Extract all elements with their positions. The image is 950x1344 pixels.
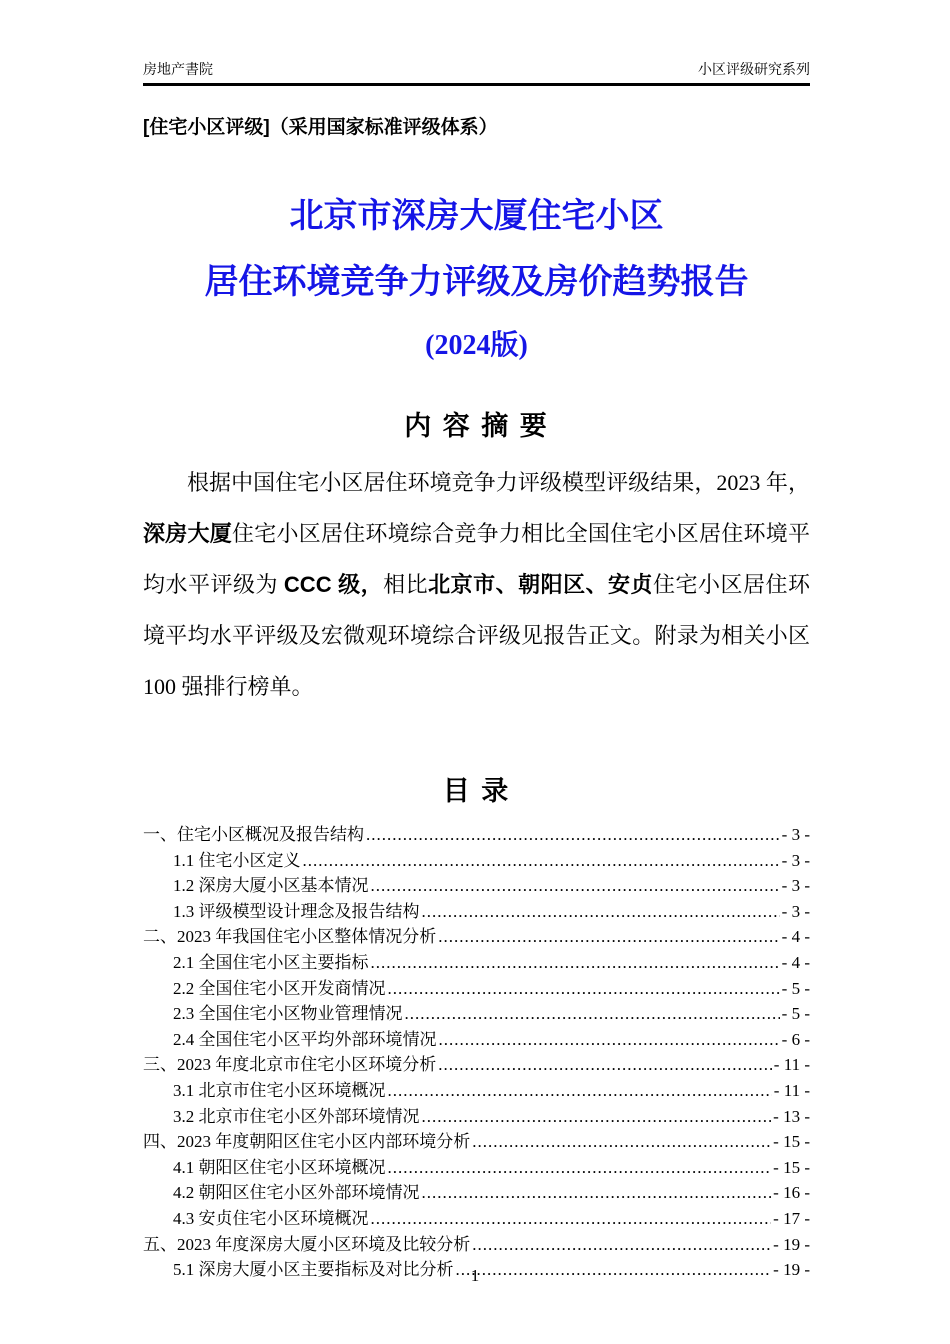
toc-entry[interactable] [143, 1180, 810, 1206]
summary-segment: 深房大厦 [143, 521, 232, 546]
toc-dotted-leader [472, 1129, 771, 1155]
toc-entry[interactable] [143, 1129, 810, 1155]
toc-entry-label: 四、2023 年度朝阳区住宅小区内部环境分析 [143, 1132, 471, 1152]
toc-entry-page: - 19 - [773, 1260, 810, 1280]
toc-entry-label: 2.3 全国住宅小区物业管理情况 [173, 1004, 403, 1024]
toc-entry-page: - 3 - [781, 876, 810, 896]
toc-dotted-leader [472, 1232, 771, 1258]
toc-entry-page: - 5 - [781, 978, 810, 998]
report-title [143, 183, 810, 377]
summary-segment: 根据中国住宅小区居住环境竞争力评级模型评级结果，2023 年， [187, 470, 810, 495]
toc-entry[interactable] [143, 1232, 810, 1258]
toc-dotted-leader [422, 899, 780, 925]
toc-entry[interactable] [143, 1027, 810, 1053]
toc-list [143, 822, 810, 1283]
toc-entry-label: 2.4 全国住宅小区平均外部环境情况 [173, 1029, 437, 1049]
toc-entry[interactable] [143, 1001, 810, 1027]
toc-heading: 目 录 [442, 776, 511, 806]
report-title-line-1: 北京市深房大厦住宅小区 [289, 197, 664, 235]
toc-entry-label: 一、住宅小区概况及报告结构 [143, 825, 364, 844]
toc-entry-page: - 17 - [773, 1208, 810, 1228]
toc-entry-label: 4.3 安贞住宅小区环境概况 [173, 1208, 369, 1228]
toc-entry-page: - 5 - [781, 1004, 810, 1024]
toc-entry-label: 5.1 深房大厦小区主要指标及对比分析 [173, 1260, 454, 1280]
toc-entry-page: - 4 - [781, 952, 810, 972]
toc-entry-label: 2.1 全国住宅小区主要指标 [173, 952, 369, 972]
toc-entry-page: - 3 - [781, 850, 810, 870]
toc-dotted-leader [405, 1001, 780, 1027]
toc-entry-page: - 15 - [773, 1132, 810, 1152]
toc-entry-page: - 16 - [773, 1183, 810, 1203]
toc-entry[interactable] [143, 1155, 810, 1181]
toc-entry-label: 1.3 评级模型设计理念及报告结构 [173, 901, 420, 921]
summary-heading: 内 容 摘 要 [404, 411, 549, 441]
toc-entry[interactable] [143, 873, 810, 899]
toc-entry-page: - 11 - [773, 1055, 810, 1075]
toc-entry[interactable] [143, 1206, 810, 1232]
toc-dotted-leader [388, 1155, 772, 1181]
toc-dotted-leader [422, 1104, 772, 1130]
toc-entry-label: 1.1 住宅小区定义 [173, 850, 301, 870]
page-header [143, 0, 810, 78]
toc-entry[interactable] [143, 1078, 810, 1104]
toc-entry-page: - 13 - [773, 1106, 810, 1126]
header-rule [143, 83, 810, 86]
toc-entry-label: 3.2 北京市住宅小区外部环境情况 [173, 1106, 420, 1126]
header-right-text: 小区评级研究系列 [698, 61, 810, 77]
summary-segment: 住宅小区居住环境综合竞争力相比全国住宅小区居住环境平均水平评级为 [143, 521, 810, 597]
toc-entry-label: 五、2023 年度深房大厦小区环境及比较分析 [143, 1234, 471, 1254]
toc-entry-label: 2.2 全国住宅小区开发商情况 [173, 978, 386, 998]
summary-segment: CCC 级， [283, 572, 384, 597]
summary-paragraph [143, 457, 810, 712]
toc-dotted-leader [388, 1078, 772, 1104]
toc-entry-page: - 3 - [781, 901, 810, 921]
toc-entry-page: - 19 - [773, 1234, 810, 1254]
toc-entry-page: - 6 - [781, 1029, 810, 1049]
toc-entry[interactable] [143, 1104, 810, 1130]
toc-dotted-leader [439, 1027, 780, 1053]
toc-entry-label: 4.1 朝阳区住宅小区环境概况 [173, 1157, 386, 1177]
toc-entry-label: 二、2023 年我国住宅小区整体情况分析 [143, 927, 437, 947]
toc-dotted-leader [388, 976, 780, 1002]
toc-entry[interactable] [143, 822, 810, 848]
toc-entry-label: 1.2 深房大厦小区基本情况 [173, 876, 369, 896]
toc-entry-label: 4.2 朝阳区住宅小区外部环境情况 [173, 1183, 420, 1203]
toc-entry[interactable] [143, 1052, 810, 1078]
toc-entry-label: 三、2023 年度北京市住宅小区环境分析 [143, 1055, 437, 1075]
toc-entry-page: - 15 - [773, 1157, 810, 1177]
page-number: 1 [470, 1266, 480, 1285]
toc-entry[interactable] [143, 924, 810, 950]
toc-entry-page: - 4 - [781, 927, 810, 947]
toc-entry[interactable] [143, 848, 810, 874]
report-title-edition: (2024版) [425, 330, 528, 361]
toc-entry[interactable] [143, 976, 810, 1002]
summary-segment: 北京市、朝阳区、安贞 [428, 572, 654, 597]
header-left-text: 房地产書院 [143, 61, 213, 77]
toc-dotted-leader [366, 822, 780, 848]
toc-dotted-leader [371, 1206, 772, 1232]
toc-entry-page: - 3 - [781, 825, 810, 844]
toc-entry[interactable] [143, 950, 810, 976]
toc-dotted-leader [438, 1052, 772, 1078]
toc-entry[interactable] [143, 899, 810, 925]
toc-dotted-leader [371, 873, 780, 899]
toc-dotted-leader [303, 848, 780, 874]
toc-entry-page: - 11 - [773, 1080, 810, 1100]
report-series-label: [住宅小区评级]（采用国家标准评级体系） [143, 117, 498, 138]
report-title-line-2: 居住环境竞争力评级及房价趋势报告 [204, 263, 749, 301]
summary-segment: 住宅小区居住环境平均水平评级及宏微观环境综合评级见报告正文。附录为相关小区 100 强排行榜单。 [143, 572, 810, 699]
toc-dotted-leader [438, 924, 779, 950]
summary-segment: 相比 [383, 572, 429, 597]
toc-dotted-leader [422, 1180, 772, 1206]
toc-dotted-leader [371, 950, 780, 976]
toc-entry-label: 3.1 北京市住宅小区环境概况 [173, 1080, 386, 1100]
